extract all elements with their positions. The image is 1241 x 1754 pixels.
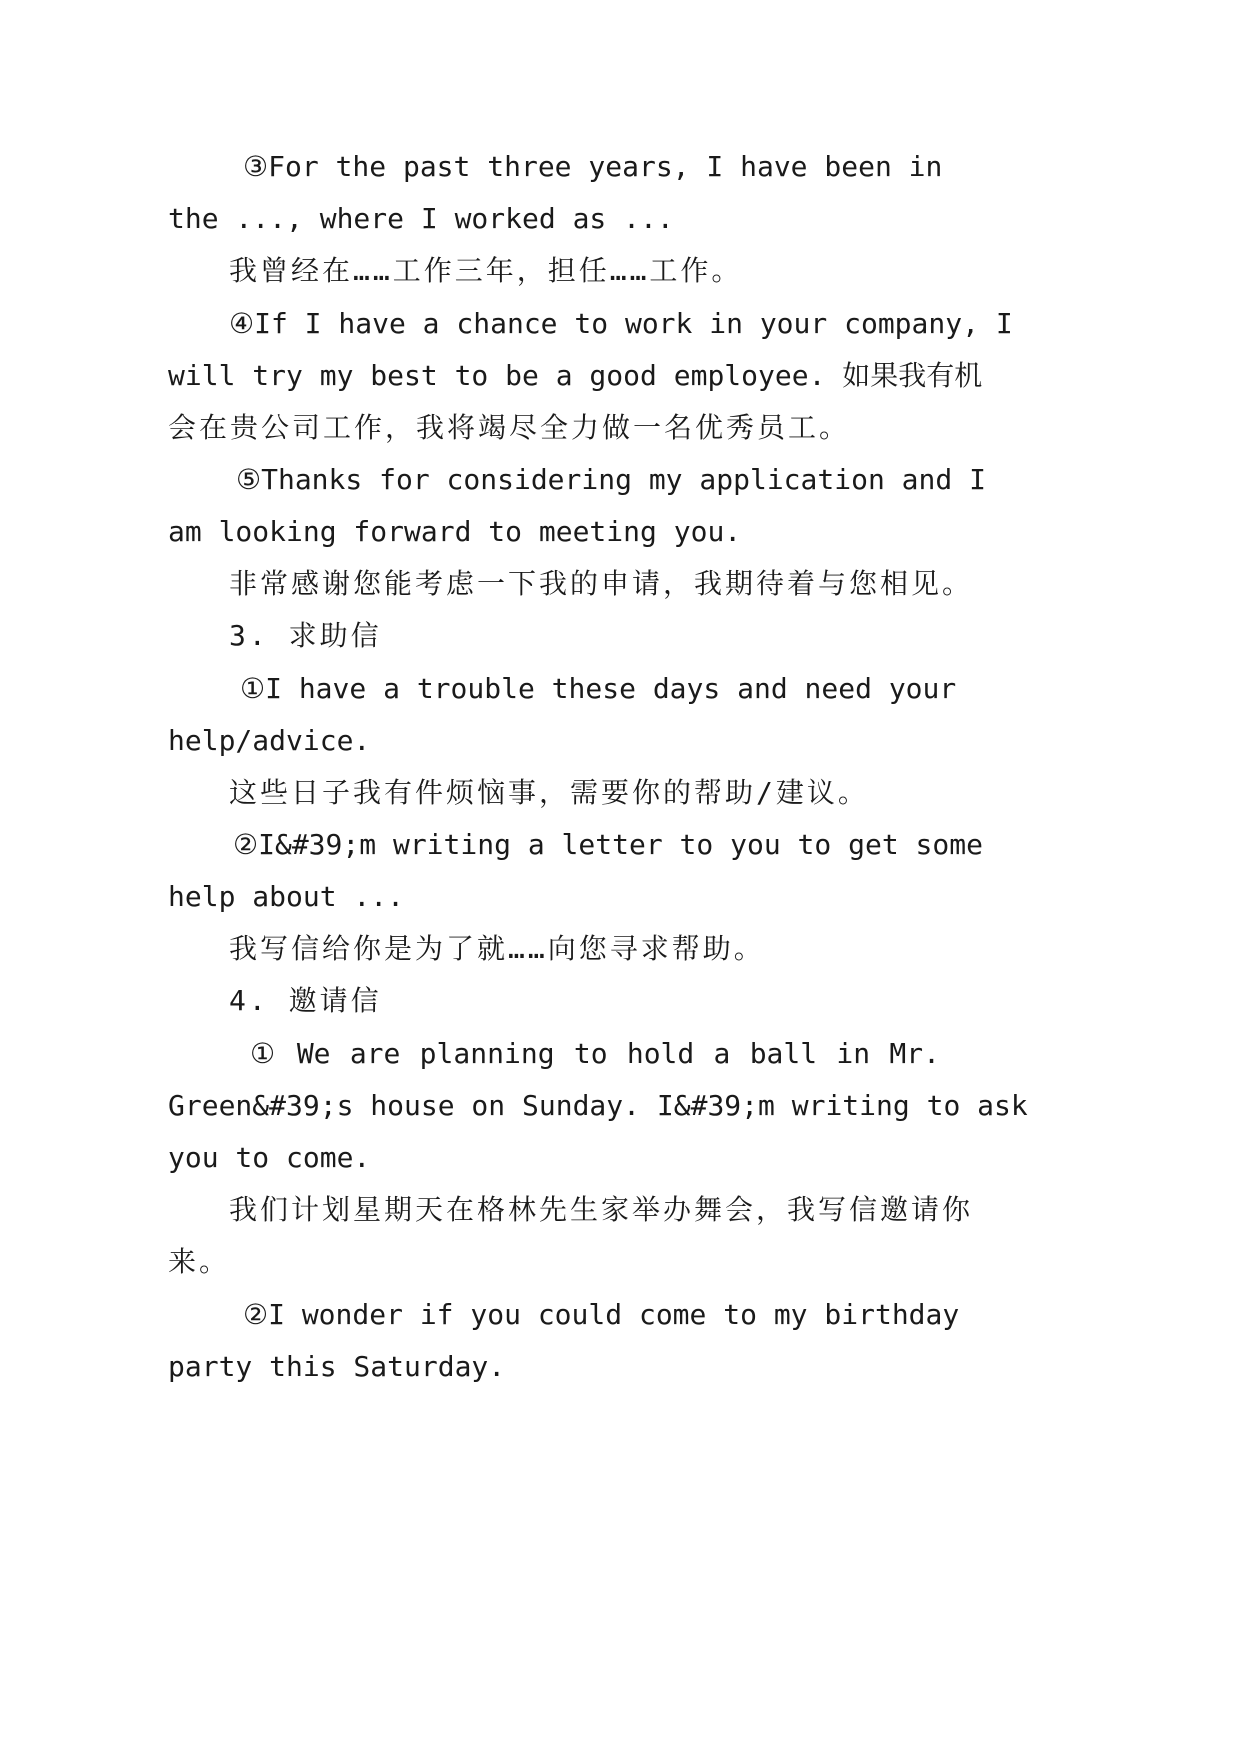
text-line: am looking forward to meeting you. xyxy=(168,515,742,548)
text-line: help/advice. xyxy=(168,724,371,757)
text-line: ①I have a trouble these days and need your xyxy=(240,672,957,705)
text-line: ① We are planning to hold a ball in Mr. xyxy=(250,1037,940,1070)
text-line: ②I&#39;m writing a letter to you to get some xyxy=(233,828,983,861)
text-line: 我曾经在……工作三年，担任……工作。 xyxy=(229,254,743,287)
text-line: 这些日子我有件烦恼事，需要你的帮助/建议。 xyxy=(229,776,869,809)
text-line: ⑤Thanks for considering my application and I xyxy=(236,463,986,496)
text-line: 我写信给你是为了就……向您寻求帮助。 xyxy=(229,932,765,965)
text-line: 我们计划星期天在格林先生家举办舞会，我写信邀请你 xyxy=(229,1193,974,1226)
text-line: you to come. xyxy=(168,1141,371,1174)
text-line: Green&#39;s house on Sunday. I&#39;m writing to ask xyxy=(168,1089,1028,1122)
text-line: ②I wonder if you could come to my birthday xyxy=(243,1298,960,1331)
text-line: will try my best to be a good employee. 如果我有机 xyxy=(168,359,983,392)
section-heading: 4. 邀请信 xyxy=(229,984,382,1017)
text-line: ③For the past three years, I have been in xyxy=(243,150,943,183)
text-line: 来。 xyxy=(168,1245,231,1278)
text-line: ④If I have a chance to work in your company, I xyxy=(229,307,1013,340)
text-line: the ..., where I worked as ... xyxy=(168,202,674,235)
section-heading: 3. 求助信 xyxy=(229,619,382,652)
text-line: 会在贵公司工作，我将竭尽全力做一名优秀员工。 xyxy=(168,411,851,444)
text-line: party this Saturday. xyxy=(168,1350,506,1383)
text-line: help about ... xyxy=(168,880,405,913)
text-line: 非常感谢您能考虑一下我的申请，我期待着与您相见。 xyxy=(229,567,974,600)
